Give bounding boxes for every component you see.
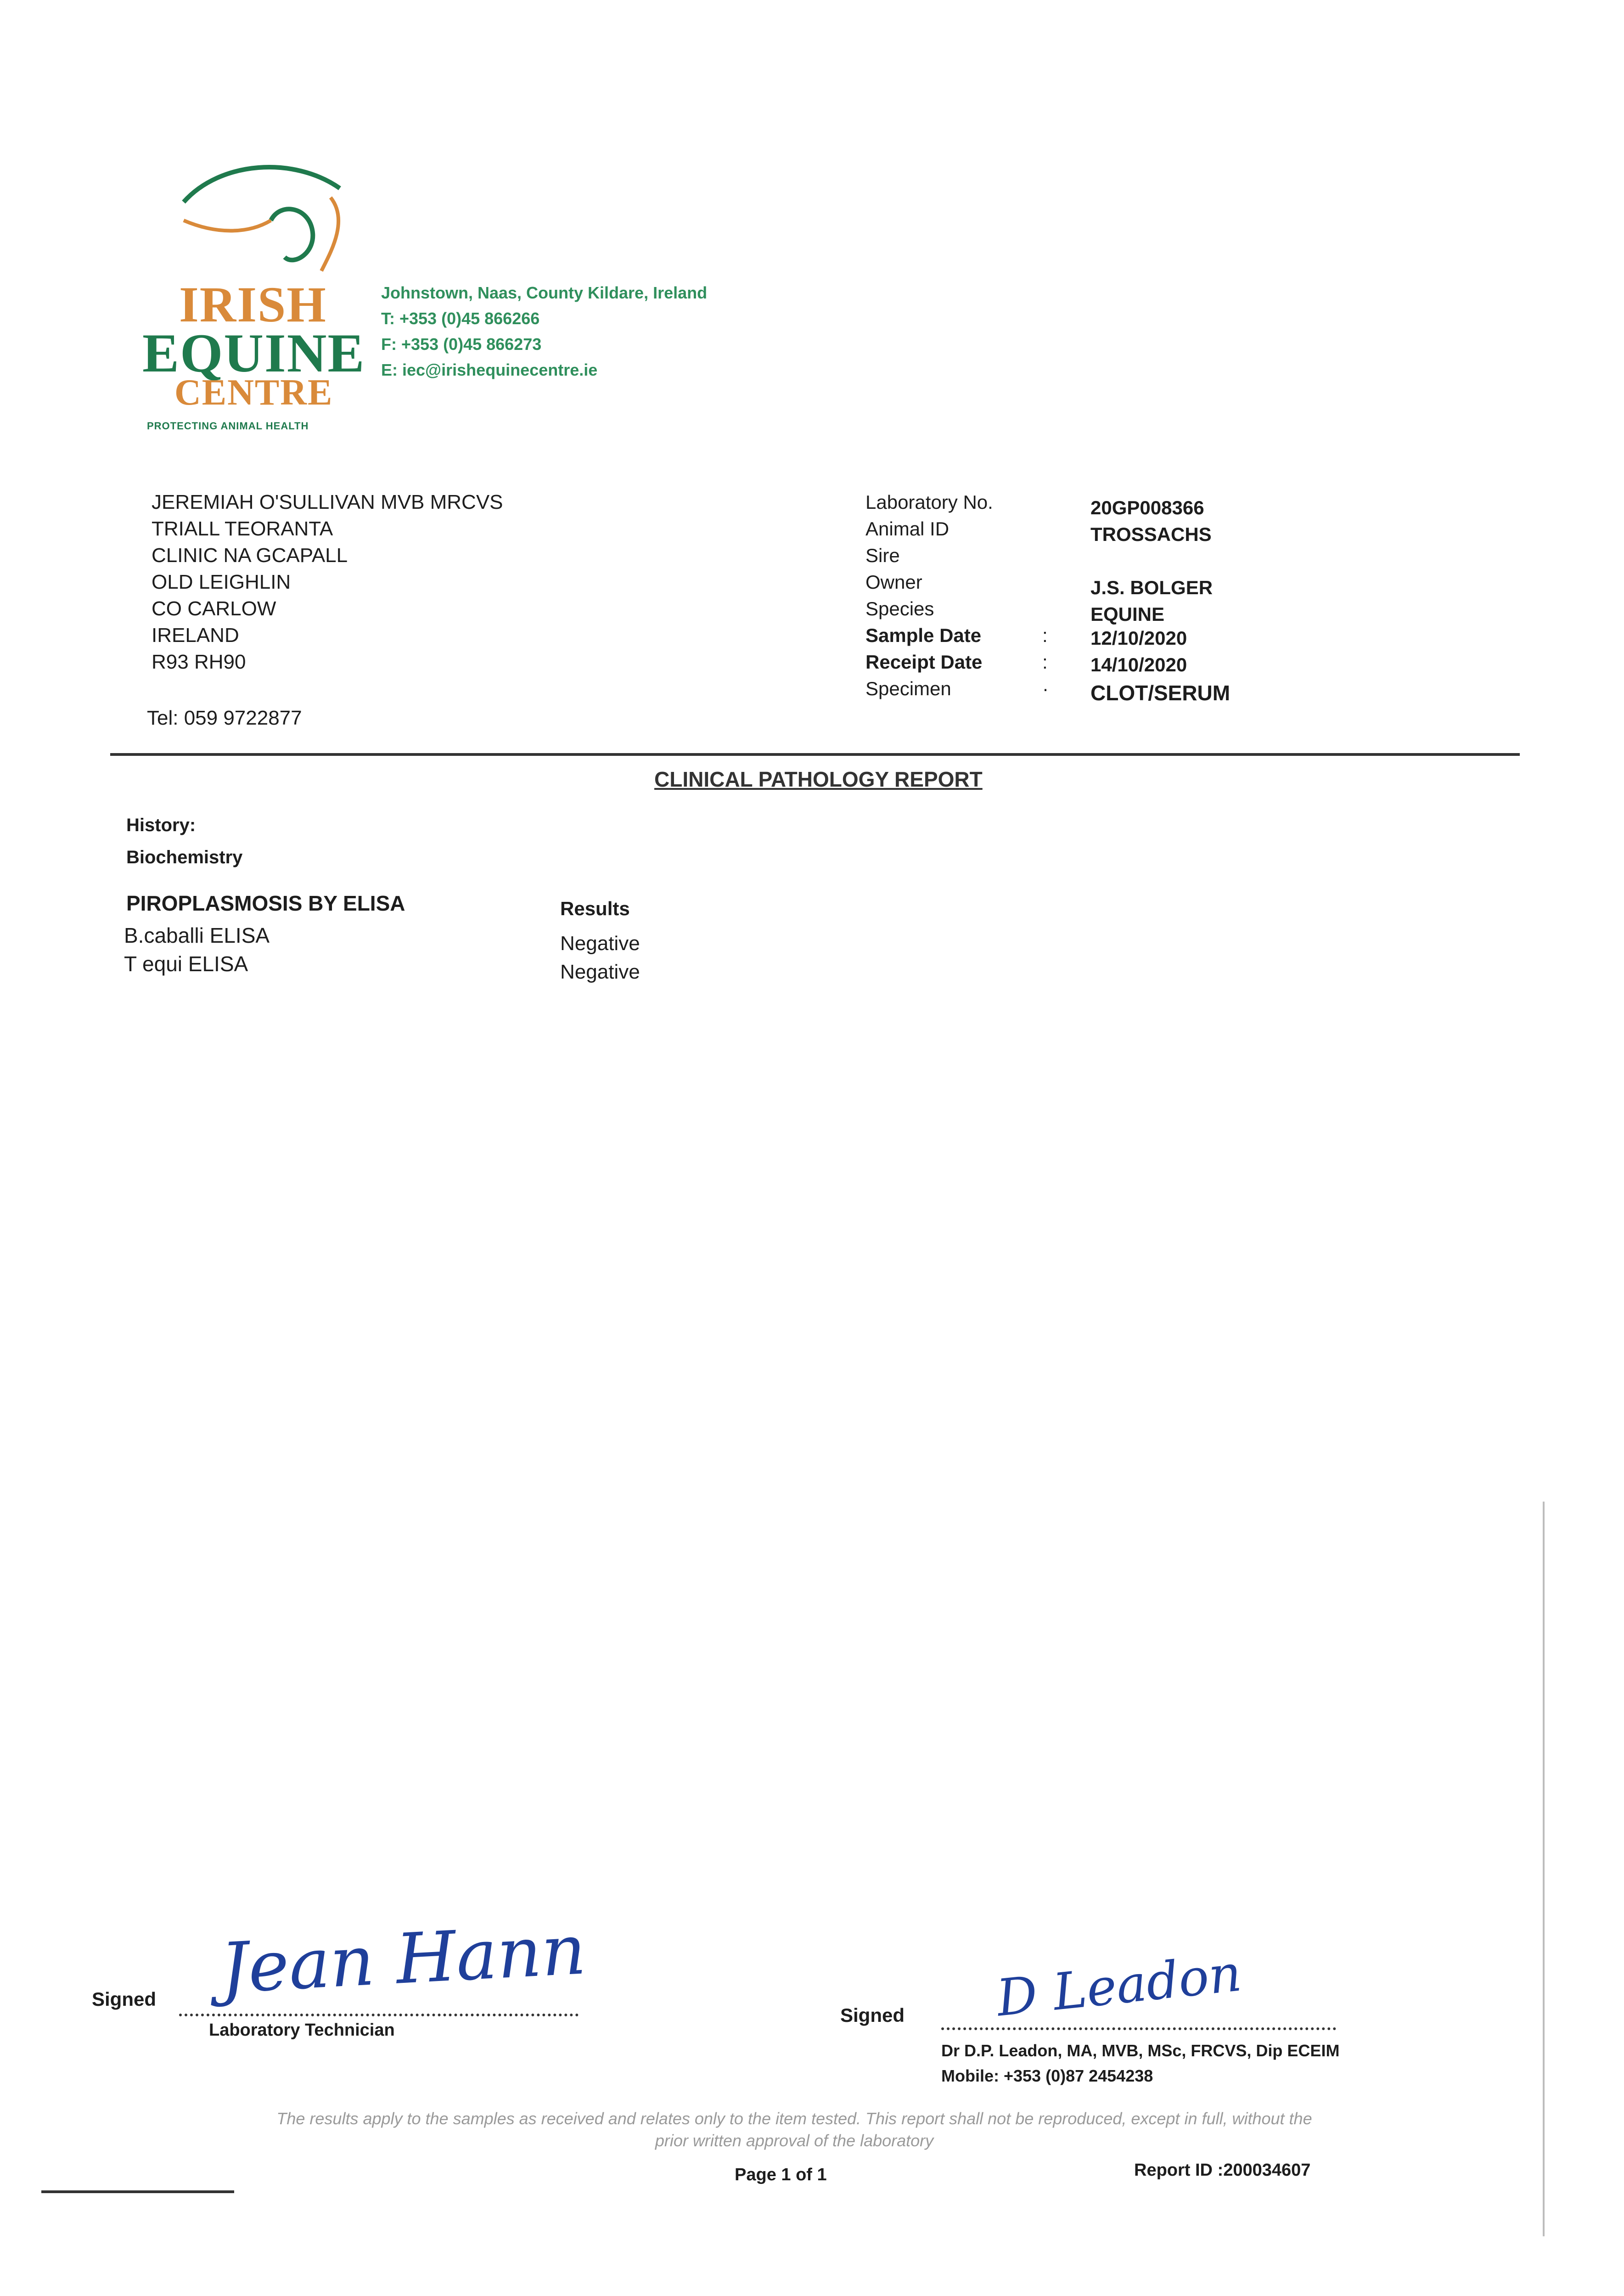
meta-value: TROSSACHS bbox=[1090, 523, 1212, 545]
left-signature: Jean Hann bbox=[218, 1910, 588, 2009]
recipient-line: OLD LEIGHLIN bbox=[152, 571, 291, 593]
meta-value: EQUINE bbox=[1090, 603, 1165, 625]
meta-label: Sample Date bbox=[865, 625, 982, 646]
header-divider bbox=[110, 753, 1520, 756]
left-role: Laboratory Technician bbox=[209, 2020, 395, 2040]
meta-sep: : bbox=[1042, 651, 1048, 673]
logo-irish: IRISH bbox=[179, 276, 327, 332]
results-header: Results bbox=[560, 898, 630, 919]
contact-address: Johnstown, Naas, County Kildare, Ireland bbox=[381, 283, 708, 302]
logo bbox=[138, 152, 376, 445]
meta-value: 14/10/2020 bbox=[1090, 654, 1187, 675]
recipient-line: JEREMIAH O'SULLIVAN MVB MRCVS bbox=[152, 491, 503, 513]
logo-equine: EQUINE bbox=[142, 322, 365, 383]
meta-label: Animal ID bbox=[865, 518, 950, 540]
meta-row bbox=[865, 518, 1348, 545]
report-title: CLINICAL PATHOLOGY REPORT bbox=[654, 767, 983, 791]
meta-row bbox=[865, 491, 1348, 518]
meta-label: Specimen bbox=[865, 678, 951, 699]
recipient-line: TRIALL TEORANTA bbox=[152, 518, 333, 540]
meta-value: 12/10/2020 bbox=[1090, 627, 1187, 649]
meta-sep: : bbox=[1042, 625, 1048, 646]
footer-disclaimer bbox=[152, 2108, 1437, 2152]
meta-label: Laboratory No. bbox=[865, 491, 993, 513]
recipient-address bbox=[152, 489, 657, 675]
logo-centre: CENTRE bbox=[174, 372, 333, 413]
meta-label: Sire bbox=[865, 545, 900, 566]
meta-sep: · bbox=[1042, 678, 1049, 699]
recipient-line: R93 RH90 bbox=[152, 651, 246, 673]
meta-value: J.S. BOLGER bbox=[1090, 577, 1213, 598]
test-row-result: Negative bbox=[560, 932, 640, 955]
recipient-tel: Tel: 059 9722877 bbox=[147, 707, 302, 729]
left-signed-label: Signed bbox=[92, 1988, 157, 2010]
right-mobile: Mobile: +353 (0)87 2454238 bbox=[941, 2066, 1153, 2085]
recipient-line: IRELAND bbox=[152, 624, 239, 647]
scan-edge-line bbox=[1543, 1502, 1545, 2236]
meta-row bbox=[865, 678, 1348, 704]
meta-row bbox=[865, 598, 1348, 625]
meta-row bbox=[865, 625, 1348, 651]
contact-fax: F: +353 (0)45 866273 bbox=[381, 335, 542, 354]
meta-label: Receipt Date bbox=[865, 651, 983, 673]
disclaimer-line: The results apply to the samples as received and relates only to the item tested. This report shall not be reproduced, except in full, without the bbox=[276, 2109, 1312, 2128]
meta-label: Species bbox=[865, 598, 934, 619]
contact-email: E: iec@irishequinecentre.ie bbox=[381, 360, 598, 379]
right-signature: D Leadon bbox=[994, 1943, 1244, 2028]
right-signed-label: Signed bbox=[840, 2004, 905, 2026]
meta-label: Owner bbox=[865, 571, 922, 593]
test-row-name: T equi ELISA bbox=[124, 952, 248, 976]
disclaimer-line: prior written approval of the laboratory bbox=[655, 2131, 934, 2150]
history-label: History: bbox=[126, 815, 196, 835]
test-row-result: Negative bbox=[560, 961, 640, 983]
test-row-name: B.caballi ELISA bbox=[124, 923, 270, 947]
section-label: Biochemistry bbox=[126, 847, 243, 867]
test-row bbox=[124, 951, 721, 983]
test-row bbox=[124, 923, 721, 955]
contact-block bbox=[381, 280, 840, 383]
recipient-line: CO CARLOW bbox=[152, 597, 276, 620]
right-name: Dr D.P. Leadon, MA, MVB, MSc, FRCVS, Dip ECEIM bbox=[941, 2041, 1340, 2060]
meta-value: CLOT/SERUM bbox=[1090, 681, 1231, 705]
meta-value: 20GP008366 bbox=[1090, 497, 1204, 518]
left-signature-line bbox=[179, 2014, 579, 2016]
horse-logo-icon bbox=[156, 152, 376, 289]
meta-row bbox=[865, 651, 1348, 678]
footer-rule bbox=[41, 2190, 234, 2193]
report-id: Report ID :200034607 bbox=[1134, 2161, 1311, 2180]
right-signature-line bbox=[941, 2027, 1336, 2030]
logo-tagline: PROTECTING ANIMAL HEALTH bbox=[147, 420, 309, 432]
recipient-line: CLINIC NA GCAPALL bbox=[152, 544, 348, 567]
meta-row bbox=[865, 571, 1348, 598]
page-number: Page 1 of 1 bbox=[735, 2165, 827, 2184]
contact-phone: T: +353 (0)45 866266 bbox=[381, 309, 540, 328]
meta-row bbox=[865, 545, 1348, 571]
test-name: PIROPLASMOSIS BY ELISA bbox=[126, 891, 405, 915]
